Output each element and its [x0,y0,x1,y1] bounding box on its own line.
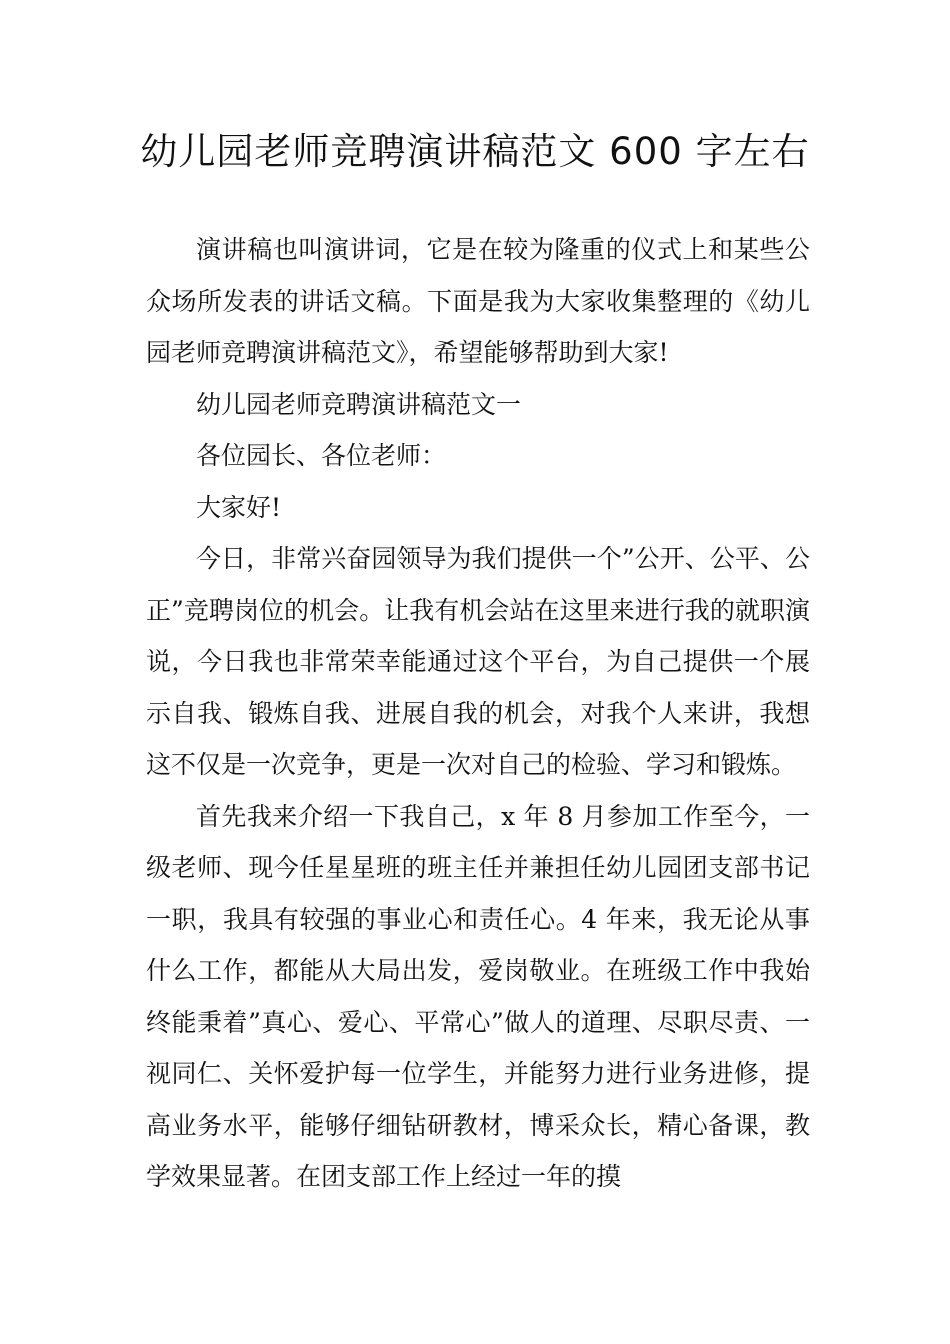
paragraph-intro: 演讲稿也叫演讲词，它是在较为隆重的仪式上和某些公众场所发表的讲话文稿。下面是我为大家收集整理的《幼儿园老师竞聘演讲稿范文》，希望能够帮助到大家! [146,235,810,367]
document-title: 幼儿园老师竞聘演讲稿范文 600 字左右 [140,130,810,173]
paragraph-opening: 今日，非常兴奋园领导为我们提供一个”公开、公平、公正”竞聘岗位的机会。让我有机会站在这里来进行我的就职演说，今日我也非常荣幸能通过这个平台，为自己提供一个展示自我、锻炼自我、进展自我的机会，对我个人来讲，我想这不仅是一次竞争，更是一次对自己的检验、学习和锻炼。 [146,544,810,779]
paragraph-greeting: 大家好! [196,492,282,522]
document-body [146,224,810,1203]
paragraph-salutation: 各位园长、各位老师： [196,441,447,470]
paragraph-self-introduction: 首先我来介绍一下我自己，x 年 8 月参加工作至今，一级老师、现今任星星班的班主任并兼担任幼儿园团支部书记一职，我具有较强的事业心和责任心。4 年来，我无论从事什么工作，都能从大局出发，爱岗敬业。在班级工作中我始终能秉着”真心、爱心、平常心”做人的道理、尽职尽责、一视同仁、关怀爱护每一位学生，并能努力进行业务进修，提高业务水平，能够仔细钻研教材，博采众长，精心备课，教学效果显著。在团支部工作上经过一年的摸 [146,801,810,1191]
paragraph-section-heading: 幼儿园老师竞聘演讲稿范文一 [196,389,522,419]
